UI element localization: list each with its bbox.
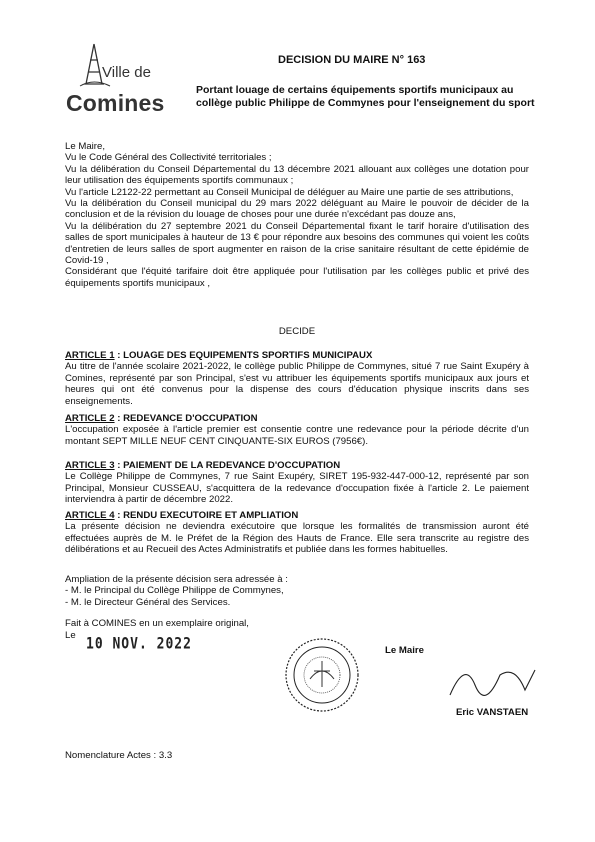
article-text: L'occupation exposée à l'article premier est consentie contre une redevance pour la période décrite d'un montant SEPT MILLE NEUF CENT CINQUANTE-SIX EUROS (7956€). bbox=[65, 424, 529, 447]
article-number: ARTICLE 2 bbox=[65, 413, 115, 424]
article-text: La présente décision ne deviendra exécutoire que lorsque les formalités de transmission auront été effectuées auprès de M. le Préfet de la Région des Hauts de France. Elle sera transcrite au registre des délibérations et au Recueil des Actes Administratifs et publiée dans les formes habituelles. bbox=[65, 521, 529, 556]
article-number: ARTICLE 3 bbox=[65, 460, 115, 471]
article-4 bbox=[65, 510, 529, 556]
mayor-name: Eric VANSTAEN bbox=[456, 707, 529, 718]
decision-subtitle: Portant louage de certains équipements sportifs municipaux au collège public Philippe de Commynes pour l'enseignement du sport bbox=[196, 84, 535, 109]
date-stamp: 10 NOV. 2022 bbox=[86, 635, 192, 654]
article-title: : REDEVANCE D'OCCUPATION bbox=[114, 413, 258, 424]
ville-de-comines-logo bbox=[66, 42, 176, 122]
ampliation-intro: Ampliation de la présente décision sera adressée à : bbox=[65, 574, 288, 585]
fait-a-line: Fait à COMINES en un exemplaire original, bbox=[65, 618, 249, 629]
official-seal-stamp bbox=[282, 635, 362, 715]
article-1 bbox=[65, 350, 529, 407]
article-2 bbox=[65, 413, 529, 447]
article-text: Le Collège Philippe de Commynes, 7 rue Saint Exupéry, SIRET 195-932-447-000-12, représenté par son Principal, Monsieur CUSSEAU, s'acquittera de la redevance d'occupation fixée à l'article 2. Le paiement interviendra à partir de décembre 2022. bbox=[65, 471, 529, 506]
article-number: ARTICLE 4 bbox=[65, 510, 115, 521]
article-3 bbox=[65, 460, 529, 506]
decide-heading: DECIDE bbox=[278, 326, 316, 337]
article-number: ARTICLE 1 bbox=[65, 350, 115, 361]
ampliation-item: - M. le Principal du Collège Philippe de Commynes, bbox=[65, 585, 284, 597]
nomenclature-footer: Nomenclature Actes : 3.3 bbox=[65, 750, 173, 761]
article-text: Au titre de l'année scolaire 2021-2022, le collège public Philippe de Commynes, situé 7 rue Saint Exupéry à Comines, représenté par son Principal, s'est vu attribuer les équipements sportifs municipaux aux jours et heures qui ont été convenus pour la dispense des cours d'éducation physique inscrits dans ses enseignements. bbox=[65, 361, 529, 407]
logo-text-ville: Ville de bbox=[102, 64, 151, 81]
article-heading bbox=[65, 350, 529, 361]
preamble-line: Le Maire, bbox=[65, 141, 105, 152]
article-heading bbox=[65, 510, 529, 521]
article-heading bbox=[65, 460, 529, 471]
decision-title: DECISION DU MAIRE N° 163 bbox=[278, 54, 426, 66]
ampliation-block bbox=[65, 574, 529, 608]
signature-label: Le Maire bbox=[385, 645, 424, 656]
article-title: : RENDU EXECUTOIRE ET AMPLIATION bbox=[114, 510, 299, 521]
mayor-signature bbox=[440, 655, 550, 705]
le-label: Le bbox=[65, 630, 76, 641]
preamble-line: Vu la délibération du 27 septembre 2021 du Conseil Départemental fixant le tarif horaire d'utilisation des salles de sport municipales à hauteur de 13 € pour répondre aux besoins des communes qui voient les coûts d'entretien de leurs salles de sport augmenter en raison de la crise sanitaire résultant de cette épidémie de Covid-19 , bbox=[65, 220, 529, 267]
preamble-line: Vu le Code Général des Collectivité territoriales ; bbox=[65, 152, 272, 164]
logo-text-comines: Comines bbox=[66, 90, 165, 116]
preamble-line: Vu la délibération du Conseil Départemental du 13 décembre 2021 allouant aux collèges une dotation pour leur utilisation des équipements sportifs communaux ; bbox=[65, 163, 529, 187]
article-title: : PAIEMENT DE LA REDEVANCE D'OCCUPATION bbox=[114, 460, 341, 471]
preamble-line: Vu l'article L2122-22 permettant au Conseil Municipal de déléguer au Maire une partie de ses attributions, bbox=[65, 186, 514, 198]
preamble bbox=[65, 141, 529, 289]
ampliation-item: - M. le Directeur Général des Services. bbox=[65, 596, 231, 608]
preamble-line: Considérant que l'équité tarifaire doit être appliquée pour l'utilisation par les collèges public et privé des équipements sportifs municipaux , bbox=[65, 266, 529, 289]
article-title: : LOUAGE DES EQUIPEMENTS SPORTIFS MUNICIPAUX bbox=[114, 350, 373, 361]
article-heading bbox=[65, 413, 529, 424]
preamble-line: Vu la délibération du Conseil municipal du 29 mars 2022 déléguant au Maire le pouvoir de décider de la conclusion et de la révision du louage de choses pour une durée n'excédant pas douze ans, bbox=[65, 198, 529, 221]
